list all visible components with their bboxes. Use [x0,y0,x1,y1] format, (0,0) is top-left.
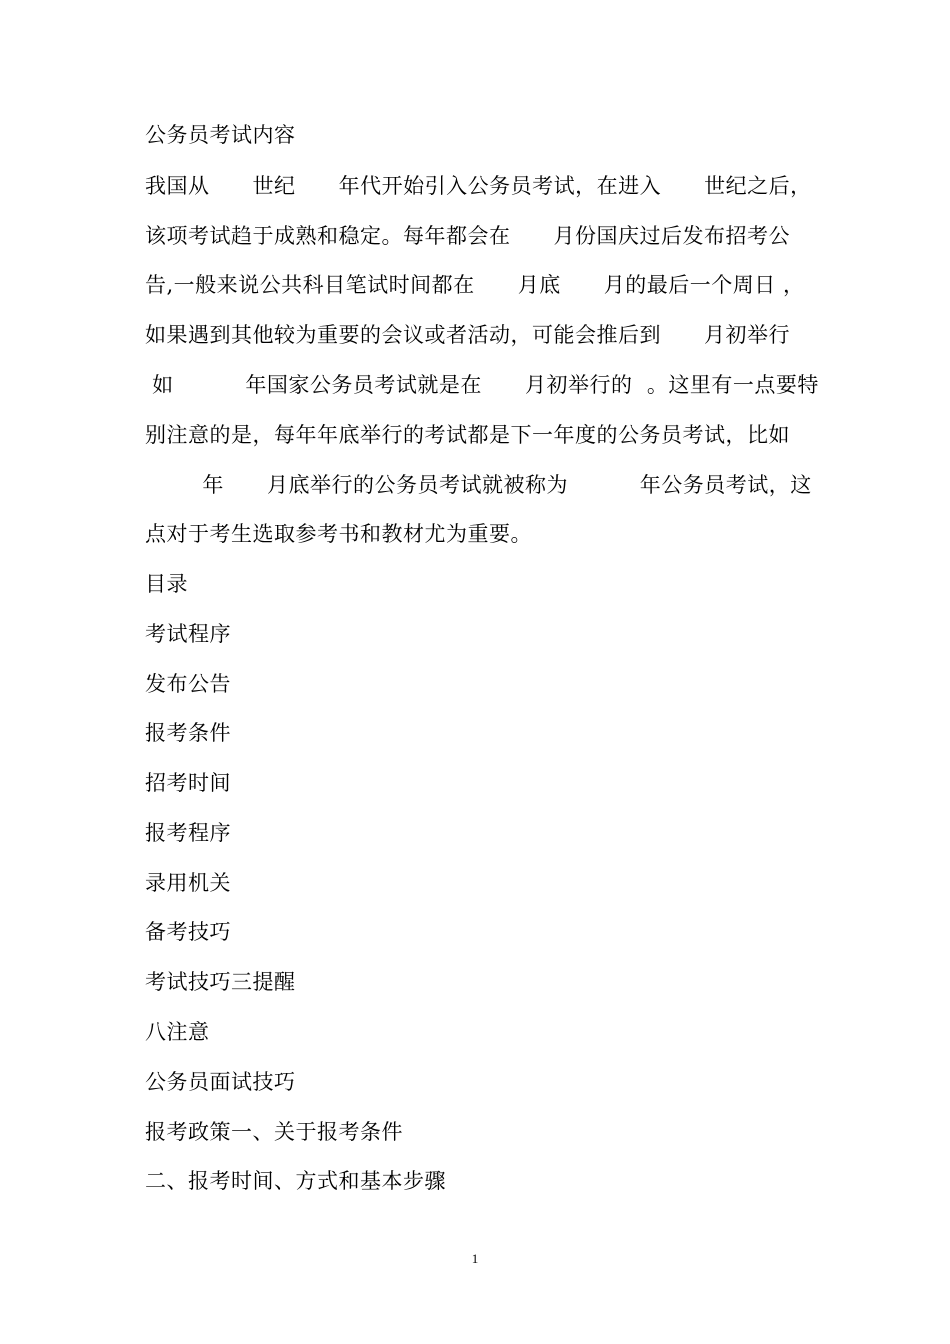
toc-item: 考试技巧三提醒 [145,970,296,994]
intro-line: 别注意的是，每年年底举行的考试都是下一年度的公务员考试，比如 [145,423,790,447]
toc-item: 二、报考时间、方式和基本步骤 [145,1169,446,1193]
toc-item: 报考程序 [145,821,231,845]
intro-line: 点对于考生选取参考书和教材尤为重要。 [145,522,532,546]
toc-item: 报考条件 [145,721,231,745]
page-number: 1 [471,1251,479,1266]
intro-line: 如 年国家公务员考试就是在 月初举行的 。这里有一点要特 [145,373,819,397]
document-title: 公务员考试内容 [145,123,296,147]
intro-line: 年 月底举行的公务员考试就被称为 年公务员考试，这 [145,473,812,497]
toc-item: 录用机关 [145,871,231,895]
toc-item: 备考技巧 [145,920,231,944]
toc-heading: 目录 [145,572,188,596]
toc-item: 发布公告 [145,672,231,696]
intro-line: 我国从 世纪 年代开始引入公务员考试，在进入 世纪之后， [145,174,812,198]
intro-line: 该项考试趋于成熟和稳定。每年都会在 月份国庆过后发布招考公 [145,224,791,248]
toc-item: 八注意 [145,1020,210,1044]
intro-line: 如果遇到其他较为重要的会议或者活动，可能会推后到 月初举行 [145,323,791,347]
toc-item: 招考时间 [145,771,231,795]
toc-item: 考试程序 [145,622,231,646]
intro-line: 告,一般来说公共科目笔试时间都在 月底 月的最后一个周日 ， [145,273,805,297]
toc-item: 报考政策一、关于报考条件 [145,1120,403,1144]
toc-item: 公务员面试技巧 [145,1070,296,1094]
